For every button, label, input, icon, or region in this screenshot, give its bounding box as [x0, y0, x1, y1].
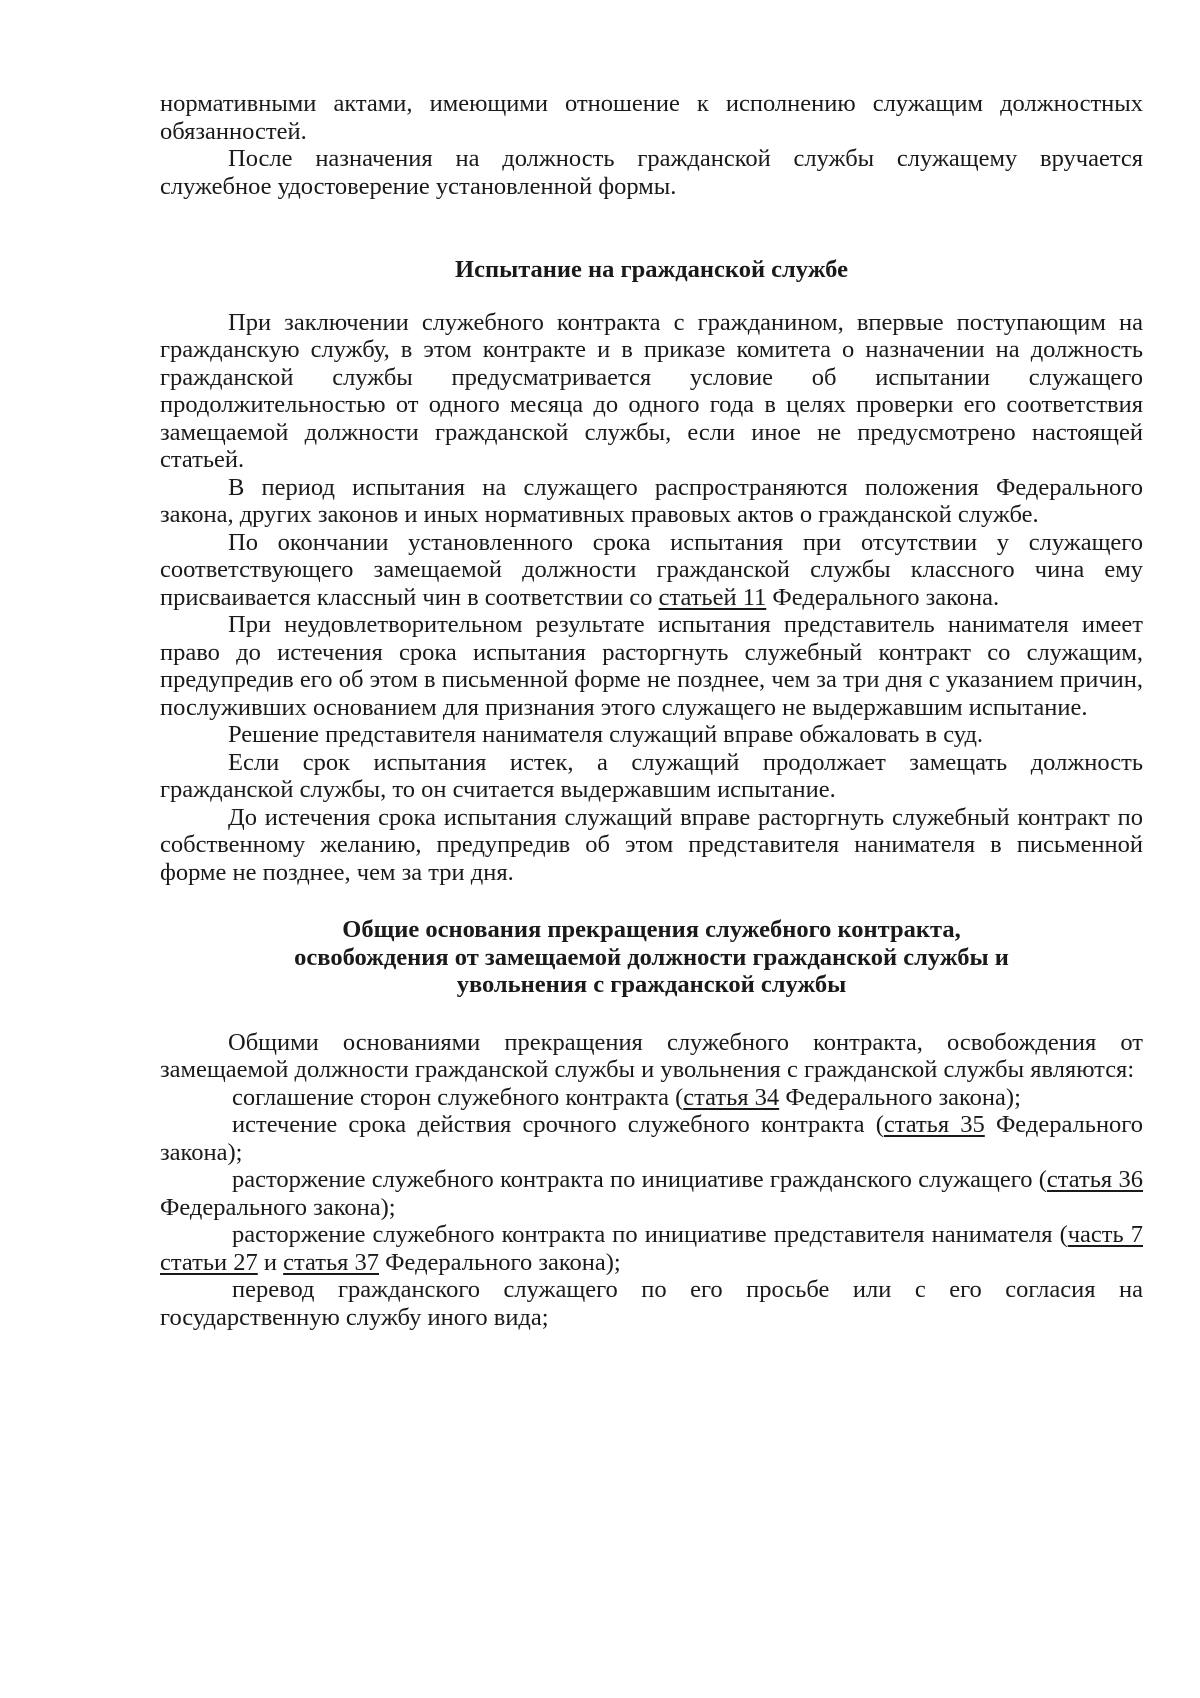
intro-paragraph-2: После назначения на должность гражданской службы служащему вручается служебное удостоверение установленной формы. [160, 145, 1143, 200]
termination-item-2-text: истечение срока действия срочного служебного контракта ( [232, 1111, 884, 1138]
probation-paragraph-7: До истечения срока испытания служащий вправе расторгнуть служебный контракт по собственному желанию, предупредив об этом представителя нанимателя в письменной форме не позднее, чем за три дня. [160, 803, 1143, 886]
probation-paragraph-4: При неудовлетворительном результате испытания представитель нанимателя имеет право до истечения срока испытания расторгнуть служебный контракт со служащим, предупредив его об этом в письменной форме не позднее, чем за три дня с указанием причин, послуживших основанием для признания этого служащего не выдержавшим испытание. [160, 611, 1143, 721]
section-heading-termination-line-1: Общие основания прекращения служебного контракта, [342, 916, 961, 943]
probation-paragraph-3-tail: Федерального закона. [766, 583, 1000, 611]
termination-item-4-and: и [257, 1248, 284, 1276]
section-heading-termination [160, 916, 1143, 999]
link-article-35[interactable]: статья 35 [883, 1111, 985, 1138]
probation-paragraph-2: В период испытания на служащего распространяются положения Федерального закона, других законов и иных нормативных правовых актов о гражданской службе. [160, 473, 1143, 528]
termination-item-2-tail: Федерального закона); [160, 1111, 1143, 1166]
link-part-7-article-27[interactable]: часть 7 статьи 27 [160, 1221, 1143, 1276]
probation-paragraph-3-text: По окончании установленного срока испытания при отсутствии у служащего соответствующего замещаемой должности гражданской службы классного чина ему присваивается классный чин в соответствии со [160, 528, 1143, 611]
termination-item-3-text: расторжение служебного контракта по инициативе гражданского служащего ( [232, 1166, 1047, 1193]
document-page [160, 90, 1143, 1331]
link-article-34[interactable]: статья 34 [683, 1083, 780, 1111]
probation-paragraph-3 [160, 529, 1143, 612]
intro-paragraph-1: нормативными актами, имеющими отношение к исполнению служащим должностных обязанностей. [160, 90, 1143, 145]
termination-item-3 [160, 1166, 1143, 1221]
section-heading-termination-line-3: увольнения с гражданской службы [456, 971, 847, 998]
link-article-11[interactable]: статьей 11 [658, 583, 767, 611]
termination-item-4-tail: Федерального закона); [379, 1248, 621, 1276]
termination-item-2 [160, 1111, 1143, 1166]
link-article-36[interactable]: статья 36 [1046, 1166, 1143, 1193]
termination-intro: Общими основаниями прекращения служебного контракта, освобождения от замещаемой должности гражданской службы и увольнения с гражданской службы являются: [160, 1028, 1143, 1083]
termination-item-4 [160, 1221, 1143, 1276]
termination-item-1-text: соглашение сторон служебного контракта ( [232, 1083, 684, 1111]
termination-item-1 [160, 1084, 1143, 1112]
termination-item-1-tail: Федерального закона); [779, 1083, 1021, 1111]
section-heading-probation: Испытание на гражданской службе [455, 256, 848, 283]
termination-item-3-tail: Федерального закона); [160, 1193, 396, 1221]
termination-item-5: перевод гражданского служащего по его просьбе или с его согласия на государственную службу иного вида; [160, 1276, 1143, 1331]
probation-paragraph-6: Если срок испытания истек, а служащий продолжает замещать должность гражданской службы, то он считается выдержавшим испытание. [160, 748, 1143, 803]
termination-item-4-text: расторжение служебного контракта по инициативе представителя нанимателя ( [232, 1221, 1068, 1248]
probation-paragraph-5: Решение представителя нанимателя служащий вправе обжаловать в суд. [228, 721, 984, 748]
link-article-37[interactable]: статья 37 [283, 1248, 380, 1276]
probation-paragraph-1: При заключении служебного контракта с гражданином, впервые поступающим на гражданскую службу, в этом контракте и в приказе комитета о назначении на должность гражданской службы предусматривается условие об испытании служащего продолжительностью от одного месяца до одного года в целях проверки его соответствия замещаемой должности гражданской службы, если иное не предусмотрено настоящей статьей. [160, 308, 1143, 473]
section-heading-termination-line-2: освобождения от замещаемой должности гражданской службы и [294, 943, 1009, 971]
